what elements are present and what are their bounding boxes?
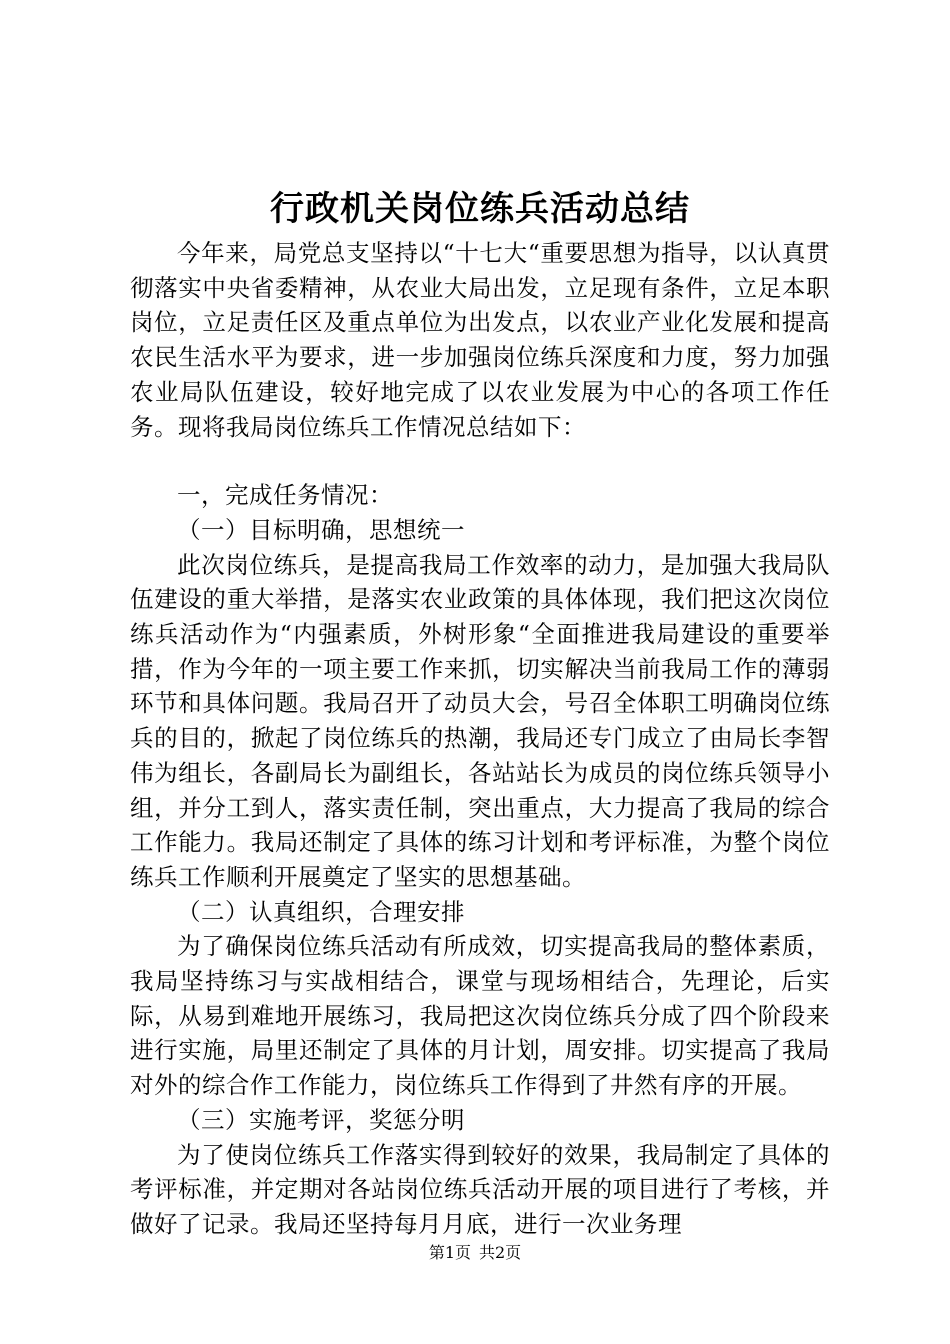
subsection-heading-3: （三）实施考评，奖惩分明 xyxy=(177,1105,465,1134)
subsection-heading-1: （一）目标明确，思想统一 xyxy=(177,515,465,544)
page-total: 共2页 xyxy=(479,1243,522,1262)
document-body xyxy=(130,236,830,1242)
section-heading-1: 一，完成任务情况： xyxy=(177,481,393,510)
document-title: 行政机关岗位练兵活动总结 xyxy=(270,189,690,229)
paragraph-gap xyxy=(130,444,830,478)
subsection-heading-2: （二）认真组织，合理安排 xyxy=(177,897,465,926)
subsection-paragraph-2: 为了确保岗位练兵活动有所成效，切实提高我局的整体素质，我局坚持练习与实战相结合，课堂与现场相结合，先理论，后实际，从易到难地开展练习，我局把这次岗位练兵分成了四个阶段来进行实施，局里还制定了具体的月计划，周安排。切实提高了我局对外的综合作工作能力，岗位练兵工作得到了井然有序的开展。 xyxy=(130,932,830,1100)
subsection-paragraph-3: 为了使岗位练兵工作落实得到较好的效果，我局制定了具体的考评标准，并定期对各站岗位练兵活动开展的项目进行了考核，并做好了记录。我局还坚持每月月底，进行一次业务理 xyxy=(130,1140,830,1238)
page-number: 第1页 xyxy=(428,1243,471,1262)
intro-paragraph: 今年来，局党总支坚持以“十七大“重要思想为指导，以认真贯彻落实中央省委精神，从农业大局出发，立足现有条件，立足本职岗位，立足责任区及重点单位为出发点，以农业产业化发展和提高农民生活水平为要求，进一步加强岗位练兵深度和力度，努力加强农业局队伍建设，较好地完成了以农业发展为中心的各项工作任务。现将我局岗位练兵工作情况总结如下： xyxy=(130,239,830,441)
page-footer xyxy=(0,1242,950,1264)
subsection-paragraph-1: 此次岗位练兵，是提高我局工作效率的动力，是加强大我局队伍建设的重大举措，是落实农业政策的具体体现，我们把这次岗位练兵活动作为“内强素质，外树形象“全面推进我局建设的重要举措，作为今年的一项主要工作来抓，切实解决当前我局工作的薄弱环节和具体问题。我局召开了动员大会，号召全体职工明确岗位练兵的目的，掀起了岗位练兵的热潮，我局还专门成立了由局长李智伟为组长，各副局长为副组长，各站站长为成员的岗位练兵领导小组，并分工到人，落实责任制，突出重点，大力提高了我局的综合工作能力。我局还制定了具体的练习计划和考评标准，为整个岗位练兵工作顺利开展奠定了坚实的思想基础。 xyxy=(130,550,830,891)
